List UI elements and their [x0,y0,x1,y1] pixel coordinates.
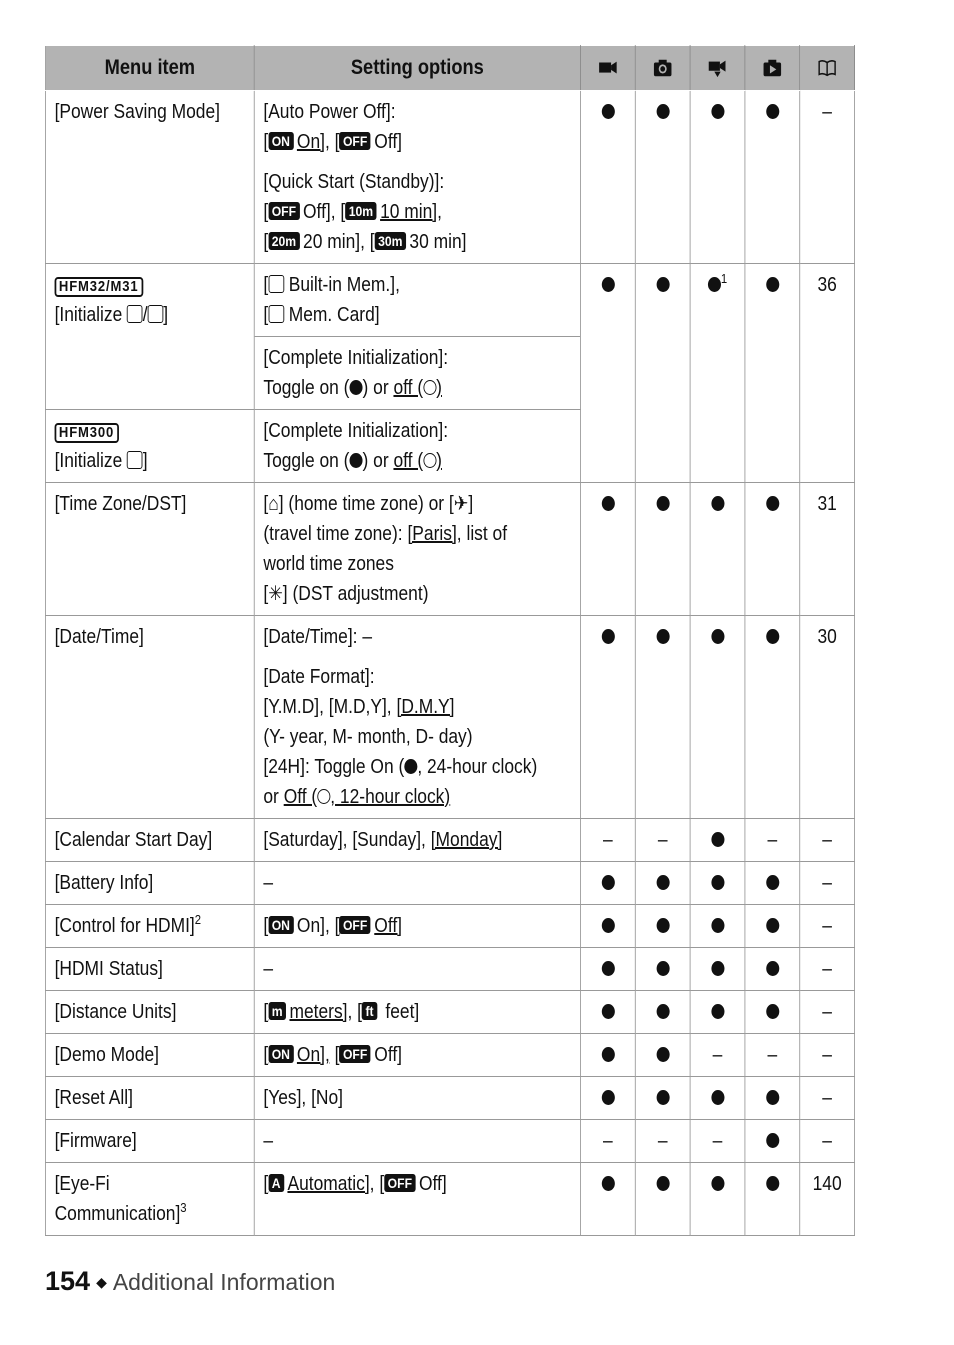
built-in-memory-icon [268,275,284,293]
footnote-marker: 1 [720,271,728,286]
home-icon: ⌂ [268,493,279,515]
bullet-icon [656,1004,669,1019]
table-row: [Firmware] – – – – – [45,1120,854,1163]
table-row: [Calendar Start Day] [Saturday], [Sunday], [Monday] – – – – [45,819,854,862]
bullet-icon [656,918,669,933]
bullet-icon [601,104,614,119]
setting-options-cell: [⌂] (home time zone) or [✈] (travel time zone): [Paris], list of world time zones [✳] (DST adjustment) [254,483,580,616]
bullet-icon [711,918,724,933]
bullet-icon [656,1047,669,1062]
table-row: [Demo Mode] [ ON On], [ OFF Off] – – – [45,1034,854,1077]
setting-options-cell: [Complete Initialization]: Toggle on ( ) or off ( ) [254,410,580,483]
menu-item-cell: [Demo Mode] [45,1034,254,1077]
menu-settings-table [45,45,855,1236]
bullet-icon [766,1133,779,1148]
bullet-icon [601,496,614,511]
setting-options-cell: [ A Automatic], [ OFF Off] [254,1163,580,1236]
bullet-icon [601,1090,614,1105]
off-icon: OFF [384,1174,415,1192]
bullet-icon [766,104,779,119]
bullet-icon [601,629,614,644]
bullet-icon [711,496,724,511]
option-line: [ ON On], [ OFF Off] [263,131,403,153]
bullet-icon [708,277,721,292]
option-line: [ Mem. Card] [263,304,380,326]
10min-icon: 10m [345,202,376,220]
menu-item-cell: HFM300 [Initialize ] [45,410,254,483]
bullet-icon [711,1090,724,1105]
option-line: [Quick Start (Standby)]: [263,171,445,193]
bullet-icon [711,875,724,890]
bullet-icon [711,629,724,644]
table-row: [Battery Info] – – [45,862,854,905]
airplane-icon: ✈ [453,493,469,515]
setting-options-cell: [Saturday], [Sunday], [Monday] [254,819,580,862]
table-row: [Distance Units] [ m meters], [ ft feet] – [45,991,854,1034]
setting-options-cell: [ m meters], [ ft feet] [254,991,580,1034]
bullet-icon [711,832,724,847]
bullet-icon [601,875,614,890]
table-row [45,616,854,819]
table-row [45,483,854,616]
setting-options-cell: [Yes], [No] [254,1077,580,1120]
page-number: 154 [45,1266,91,1296]
bullet-icon [656,277,669,292]
option-line: [ OFF Off], [ 10m 10 min], [263,201,442,223]
bullet-icon [711,1176,724,1191]
option-line: [ 20m 20 min], [ 30m 30 min] [263,231,467,253]
off-icon: OFF [339,916,370,934]
setting-options-cell: [Date/Time]: – [Date Format]: [Y.M.D], [M.D,Y], [D.M.Y] (Y- year, M- month, D- day) [24H]: Toggle On ( , 24-hour clock) or Off ( , 12-hour clock) [254,616,580,819]
bullet-icon [656,496,669,511]
bullet-icon [601,1004,614,1019]
memory-card-icon [148,305,164,323]
circle-icon [423,380,436,395]
bullet-icon [766,496,779,511]
camera-icon [635,46,690,91]
setting-options-cell [254,264,580,410]
menu-item-cell: [Eye-Fi Communication]$^3$ [45,1163,254,1236]
movie-mode-icon [580,46,635,91]
bullet-icon [656,629,669,644]
memory-card-icon [127,451,143,469]
menu-item-cell: HFM32/M31 [Initialize / ] [45,264,254,410]
setting-options-cell: – [254,1120,580,1163]
circle-icon [317,789,330,804]
menu-item-cell: [Battery Info] [45,862,254,905]
bullet-icon [766,1176,779,1191]
30min-icon: 30m [375,232,406,250]
feet-icon: ft [362,1002,377,1020]
bullet-icon [656,961,669,976]
setting-options-cell [254,91,580,264]
menu-item-cell: [Time Zone/DST] [45,483,254,616]
auto-icon: A [268,1174,284,1192]
menu-item-cell: [Firmware] [45,1120,254,1163]
table-row: [Reset All] [Yes], [No] – [45,1077,854,1120]
off-icon: OFF [339,132,370,150]
menu-item-header: Menu item [45,46,254,91]
bullet-icon [656,104,669,119]
menu-item-cell: [HDMI Status] [45,948,254,991]
setting-options-cell: – [254,862,580,905]
bullet-icon [601,1047,614,1062]
table-row [45,1163,854,1236]
page-footer [45,1266,335,1297]
movie-playback-icon [690,46,745,91]
setting-options-cell: [ ON On], [ OFF Off] [254,905,580,948]
page-ref: 36 [800,264,855,483]
bullet-icon [601,1176,614,1191]
book-icon [800,46,855,91]
bullet-icon [601,961,614,976]
page-ref: 31 [800,483,855,616]
on-icon: ON [268,1045,293,1063]
on-icon: ON [268,916,293,934]
bullet-icon [656,1176,669,1191]
option-line: [ Built-in Mem.], [263,274,400,296]
diamond-icon: ◆ [96,1274,107,1290]
page-ref: 30 [800,616,855,819]
menu-item-cell: [Power Saving Mode] [45,91,254,264]
table-row: [HDMI Status] – – [45,948,854,991]
bullet-icon [601,277,614,292]
bullet-icon [349,453,362,468]
model-badge: HFM300 [55,423,119,443]
menu-item-cell: [Reset All] [45,1077,254,1120]
bullet-icon [766,1004,779,1019]
bullet-icon [766,629,779,644]
bullet-icon [711,961,724,976]
page-ref: – [800,91,855,264]
bullet-icon [711,104,724,119]
option-line: [Auto Power Off]: [263,101,396,123]
setting-options-header: Setting options [254,46,580,91]
built-in-memory-icon [127,305,143,323]
setting-options-cell: [ ON On], [ OFF Off] [254,1034,580,1077]
menu-item-cell: [Control for HDMI]$^2$ [45,905,254,948]
circle-icon [423,453,436,468]
meters-icon: m [268,1002,286,1020]
bullet-icon [601,918,614,933]
on-icon: ON [268,132,293,150]
bullet-icon [766,277,779,292]
bullet-icon [349,380,362,395]
menu-item-cell: [Calendar Start Day] [45,819,254,862]
section-title: Additional Information [112,1269,336,1295]
menu-item-cell: [Distance Units] [45,991,254,1034]
bullet-icon [766,918,779,933]
bullet-icon [766,961,779,976]
bullet-icon [766,875,779,890]
memory-card-icon [268,305,284,323]
off-icon: OFF [268,202,299,220]
page-ref: 140 [800,1163,855,1236]
table-row [45,91,854,264]
off-icon: OFF [339,1045,370,1063]
setting-options-cell: – [254,948,580,991]
sun-icon: ✳ [268,583,283,605]
photo-playback-icon [745,46,800,91]
menu-item-cell: [Date/Time] [45,616,254,819]
bullet-icon [711,1004,724,1019]
bullet-icon [656,1090,669,1105]
option-subcell: [Complete Initialization]: Toggle on ( ) or off ( ) [255,336,580,403]
bullet-icon [404,759,417,774]
table-row [45,264,854,410]
bullet-icon [766,1090,779,1105]
table-row: [Control for HDMI]$^2$ [ ON On], [ OFF Off] – [45,905,854,948]
bullet-icon [656,875,669,890]
model-badge: HFM32/M31 [55,277,143,297]
table-header-row [45,46,854,91]
20min-icon: 20m [268,232,299,250]
